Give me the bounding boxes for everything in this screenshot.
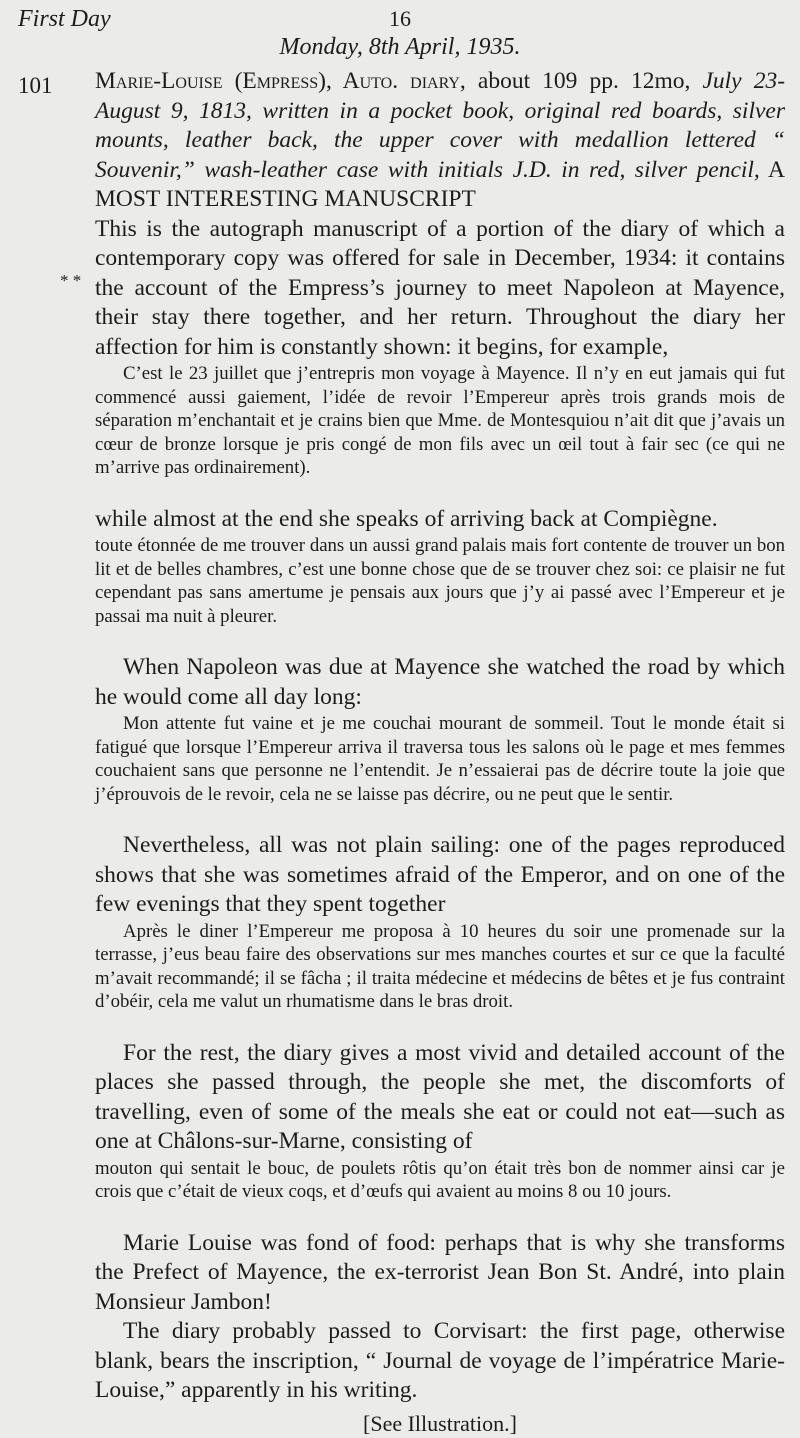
- paragraph-mayence: When Napoleon was due at Mayence she watched the road by which he would come all day long:: [95, 654, 785, 710]
- quote-compiegne: toute étonnée de me trouver dans un aussi grand palais mais fort contente de trouver un bon lit et de belles chambres, c’est une bonne chose que de se trouver chez soi: ce plaisir ne fut cependant pas sans amertume je pensais aux jours que j’y ai passé avec l’Empereur et je passai ma nuit à pleurer.: [95, 535, 785, 627]
- lot-number: 101: [18, 73, 53, 98]
- see-illustration-note: [See Illustration.]: [363, 1410, 517, 1436]
- paragraph-emperor: Nevertheless, all was not plain sailing: one of the pages reproduced shows that she was sometimes afraid of the Emperor, and on one of the few evenings that they spent together: [95, 832, 785, 917]
- paragraph-compiegne: while almost at the end she speaks of arriving back at Compiègne.: [95, 505, 718, 532]
- paragraph-food: Marie Louise was fond of food: perhaps that is why she transforms the Prefect of Mayence, the ex-terrorist Jean Bon St. André, into plain Monsieur Jambon!: [95, 1229, 785, 1315]
- spacer: [95, 806, 785, 831]
- spacer: [95, 1014, 785, 1039]
- lot-title: Marie-Louise (Empress), Auto. diary,: [95, 68, 466, 94]
- sale-date: Monday, 8th April, 1935.: [279, 34, 521, 60]
- lot-heading: [95, 67, 785, 215]
- paragraph-intro: This is the autograph manuscript of a portion of the diary of which a contemporary copy was offered for sale in December, 1934: it contains the account of the Empress’s journey to meet Napoleon at Mayence, their stay there together, and her return. Throughout the diary her affection for him is constantly shown: it begins, for example,: [95, 215, 785, 360]
- quote-terrace: Après le diner l’Empereur me proposa à 10 heures du soir une promenade sur la terrasse, j’eus beau faire des observations sur mes manches courtes et sur ce que la faculté m’avait recommandé; il se fâcha ; il traita médecine et médecins de bêtes et je fus contraint d’obéir, cela me valut un rhumatisme dans le bras droit.: [95, 920, 785, 1012]
- lot-title-rest: about 109 pp. 12mo,: [465, 68, 691, 94]
- spacer: [95, 480, 785, 505]
- quote-mayence: Mon attente fut vaine et je me couchai mourant de sommeil. Tout le monde était si fatigué que lorsque l’Empereur arriva il traversa tous les salons où le page et mes femmes couchaient sans que personne ne l’entendit. Je n’essaierai pas de décrire toute la joie que j’éprouvois de le revoir, cela ne se laisse pas décrire, ou ne peut que le sentir.: [95, 713, 785, 805]
- spacer: [95, 1204, 785, 1229]
- paragraph-provenance: The diary probably passed to Corvisart: the first page, otherwise blank, bears the inscription, “ Journal de voyage de l’impératrice Marie-Louise,” apparently in his writing.: [95, 1318, 785, 1403]
- asterisks-mark: * *: [60, 271, 82, 290]
- lot-headline: A MOST INTERESTING MANUSCRIPT: [95, 156, 785, 212]
- quote-departure: C’est le 23 juillet que j’entrepris mon voyage à Mayence. Il n’y en eut jamais qui fut commencé aussi gaiement, l’idée de revoir l’Empereur après trois grands mois de séparation m’enchantait et je crains bien que Mme. de Montesquiou n’ait dit que j’avais un cœur de bronze lorsque je pris congé de mon fils avec un œil tout à fair sec (ce qui ne m’arrive pas ordinairement).: [95, 363, 785, 478]
- page-number: 16: [389, 6, 411, 31]
- lot-physical-description: July 23-August 9, 1813, written in a pocket book, original red boards, silver mounts, leather back, the upper cover with medallion lettered “ Souvenir,” wash-leather case with initials J.D. in red, silver pencil,: [95, 68, 786, 183]
- running-head: First Day: [18, 6, 111, 32]
- paragraph-travels: For the rest, the diary gives a most vivid and detailed account of the places she passed through, the people she met, the discomforts of travelling, even of some of the meals she eat or could not eat—such as one at Châlons-sur-Marne, consisting of: [95, 1039, 785, 1154]
- quote-meal: mouton qui sentait le bouc, de poulets rôtis qu’on était très bon de nommer ainsi car je crois que c’était de vieux coqs, et d’œufs qui avaient au moins 8 ou 10 jours.: [95, 1157, 785, 1202]
- spacer: [95, 628, 785, 653]
- lot-description: [95, 67, 785, 1438]
